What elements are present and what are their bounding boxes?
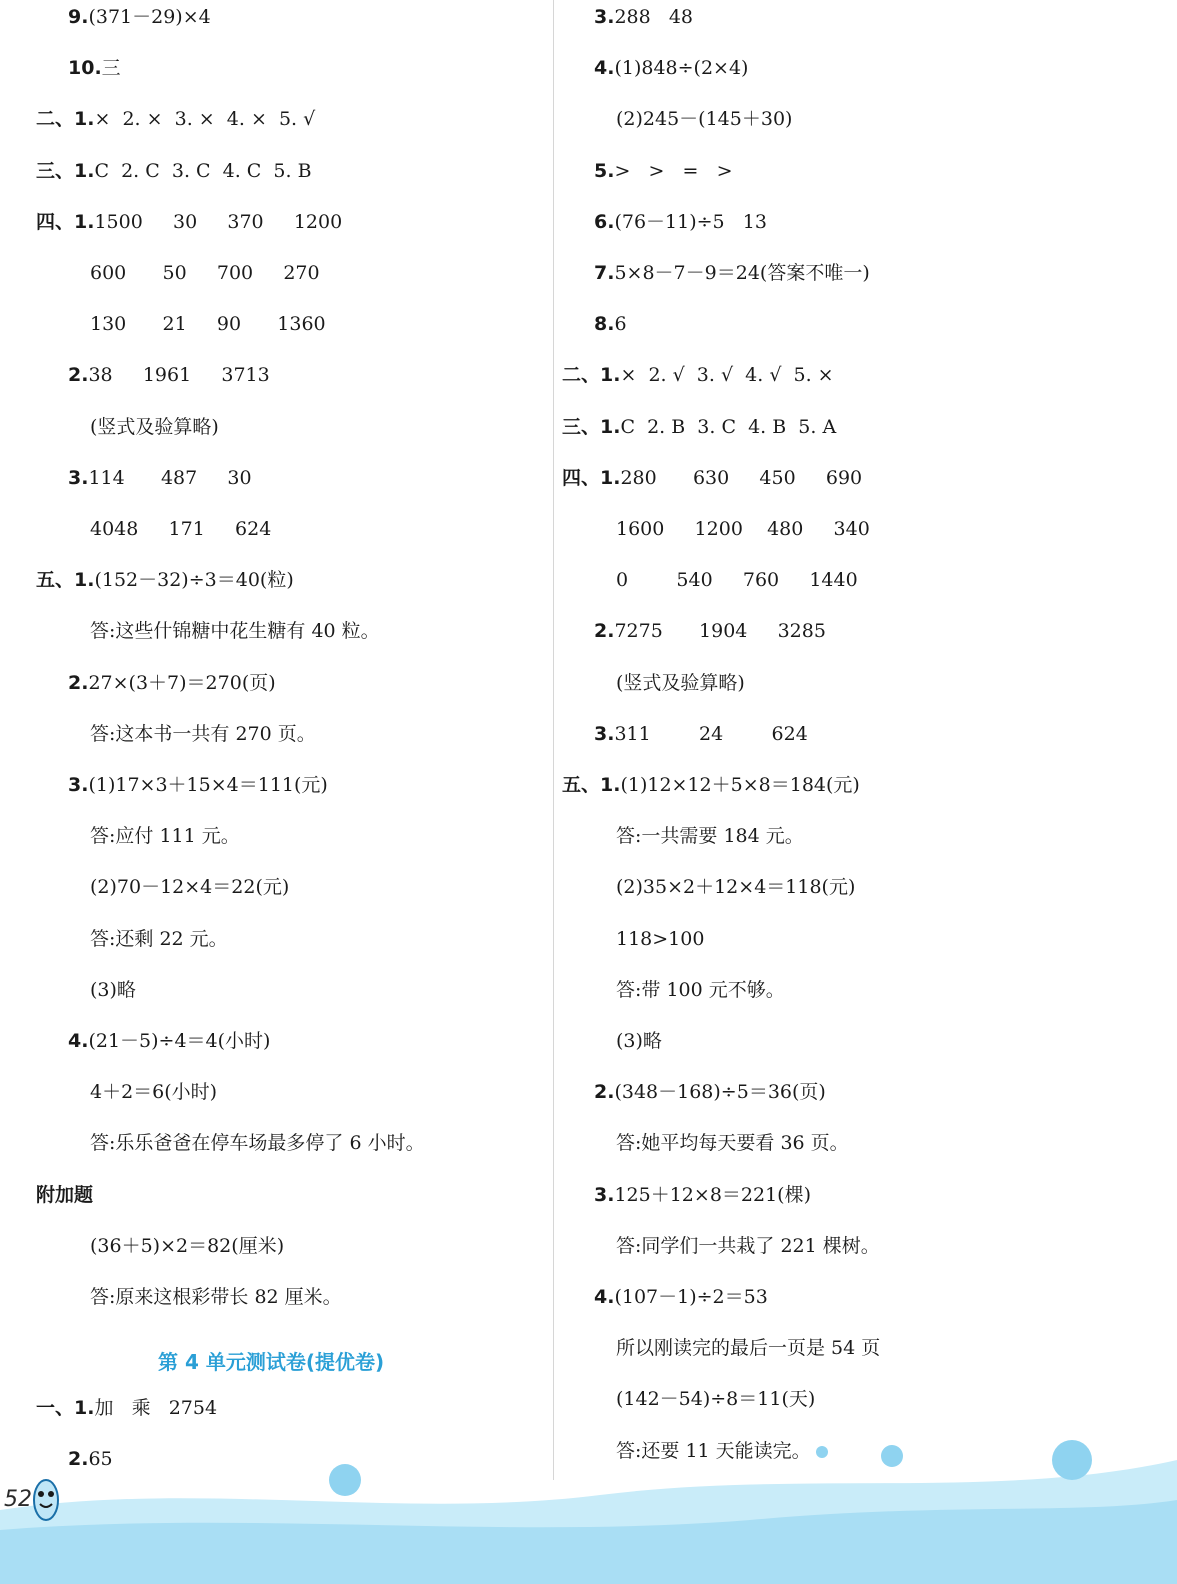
answer-text: 5×8－7－9＝24(答案不唯一) [614, 262, 870, 284]
answer-line [594, 1080, 826, 1104]
answer-line [68, 363, 270, 387]
answer-text: 答:她平均每天要看 36 页。 [616, 1132, 849, 1155]
answer-text: 1500 30 370 1200 [94, 210, 343, 233]
question-number: 2. [68, 364, 89, 387]
answer-line [594, 210, 767, 234]
answer-line [36, 1183, 93, 1207]
answer-line [90, 415, 219, 439]
answer-line [594, 261, 870, 285]
question-number: 一、1. [36, 1397, 95, 1419]
answer-text: 答:应付 111 元。 [90, 825, 240, 848]
answer-text: 1600 1200 480 340 [616, 518, 870, 540]
question-number: 五、1. [562, 774, 621, 796]
answer-line [594, 159, 733, 183]
answer-text: 0 540 760 1440 [616, 569, 858, 592]
answer-text: 125＋12×8＝221(棵) [614, 1183, 811, 1206]
answer-text: (36＋5)×2＝82(厘米) [90, 1234, 285, 1257]
answer-text: (21－5)÷4＝4(小时) [88, 1030, 271, 1052]
question-number: 6. [594, 210, 615, 233]
answer-line [562, 773, 860, 797]
page-number: 52 [4, 1487, 32, 1512]
answer-text: (142－54)÷8＝11(天) [616, 1388, 816, 1411]
question-number: 4. [68, 1030, 89, 1052]
answer-line [562, 363, 834, 387]
answer-line [616, 1336, 880, 1360]
answer-line [36, 107, 315, 131]
answer-line [616, 1131, 849, 1155]
answer-text: 4＋2＝6(小时) [90, 1081, 218, 1104]
section-title: 第 4 单元测试卷(提优卷) [158, 1350, 385, 1374]
answer-line [90, 312, 326, 336]
question-number: 4. [594, 57, 615, 80]
question-number: 3. [68, 774, 89, 796]
question-number: 二、1. [562, 364, 621, 387]
answer-text: 答:带 100 元不够。 [616, 978, 785, 1001]
answer-text: 所以刚读完的最后一页是 54 页 [616, 1337, 881, 1360]
answer-text: 加 乘 2754 [94, 1397, 218, 1419]
answer-text: 7275 1904 3285 [614, 620, 826, 643]
question-number: 4. [594, 1286, 615, 1308]
answer-line [616, 824, 804, 848]
answer-text: C 2. B 3. C 4. B 5. A [620, 415, 837, 438]
answer-text: 答:一共需要 184 元。 [616, 825, 804, 848]
answer-text: (1)848÷(2×4) [614, 57, 749, 80]
answer-line [616, 978, 785, 1002]
answer-text: (371－29)×4 [88, 6, 211, 28]
answer-text: × 2. × 3. × 4. × 5. √ [94, 108, 316, 131]
column-divider [553, 0, 554, 1480]
answer-text: 答:乐乐爸爸在停车场最多停了 6 小时。 [90, 1132, 425, 1155]
answer-line [562, 466, 862, 490]
answer-line [616, 107, 792, 131]
answer-text: (2)245－(145＋30) [616, 108, 793, 131]
answer-line [616, 1234, 880, 1258]
answer-line [68, 466, 252, 490]
answer-line [616, 875, 855, 899]
answer-text: 答:原来这根彩带长 82 厘米。 [90, 1286, 342, 1308]
question-number: 四、1. [562, 466, 621, 489]
question-number: 五、1. [36, 569, 95, 592]
answer-line [68, 1029, 270, 1053]
answer-text: (1)12×12＋5×8＝184(元) [620, 774, 860, 796]
answer-text: (107－1)÷2＝53 [614, 1286, 768, 1308]
answer-line [616, 517, 870, 541]
question-number: 二、1. [36, 108, 95, 131]
question-number: 9. [68, 6, 89, 28]
answer-text: (1)17×3＋15×4＝111(元) [88, 774, 328, 796]
answer-text: (3)略 [90, 978, 136, 1001]
answer-line [616, 927, 704, 951]
question-number: 2. [594, 1081, 615, 1104]
answer-text: > > = > [614, 159, 733, 182]
answer-text: (3)略 [616, 1030, 662, 1052]
answer-text: 130 21 90 1360 [90, 313, 326, 336]
answer-text: 288 48 [614, 6, 694, 28]
answer-text: 311 24 624 [614, 722, 808, 745]
question-number: 10. [68, 57, 102, 80]
question-number: 3. [594, 722, 615, 745]
answer-line [68, 5, 211, 29]
answer-line [594, 312, 627, 336]
answer-line [594, 619, 826, 643]
answer-line [616, 1387, 815, 1411]
question-number: 附加题 [36, 1183, 94, 1206]
answer-line [90, 1234, 284, 1258]
answer-line [36, 568, 294, 592]
question-number: 2. [68, 671, 89, 694]
answer-text: 4048 171 624 [90, 518, 272, 540]
answer-line [616, 671, 745, 695]
question-number: 3. [594, 1183, 615, 1206]
answer-text: (152－32)÷3＝40(粒) [94, 569, 294, 592]
question-number: 2. [68, 1448, 89, 1471]
answer-text: (76－11)÷5 13 [614, 210, 767, 233]
answer-text: 118>100 [616, 927, 705, 950]
question-number: 3. [68, 466, 89, 489]
answer-text: (2)70－12×4＝22(元) [90, 876, 290, 899]
answer-text: 600 50 700 270 [90, 262, 320, 284]
answer-text: 6 [614, 313, 627, 336]
question-number: 2. [594, 620, 615, 643]
question-number: 7. [594, 262, 615, 284]
answer-text: 280 630 450 690 [620, 466, 863, 489]
answer-line [616, 568, 858, 592]
answer-line [90, 517, 271, 541]
answer-line [90, 619, 380, 643]
answer-line [68, 671, 276, 695]
answer-text: 答:还剩 22 元。 [90, 927, 228, 950]
answer-line [68, 773, 328, 797]
answer-line [594, 1285, 768, 1309]
answer-text: (2)35×2＋12×4＝118(元) [616, 876, 856, 899]
answer-line [90, 1080, 217, 1104]
answer-text: 答:同学们一共栽了 221 棵树。 [616, 1234, 880, 1257]
answer-line [90, 978, 136, 1002]
answer-text: 38 1961 3713 [88, 364, 270, 387]
answer-text: 27×(3＋7)＝270(页) [88, 671, 276, 694]
answer-line [90, 261, 320, 285]
answer-text: C 2. C 3. C 4. C 5. B [94, 159, 312, 182]
answer-text: × 2. √ 3. √ 4. √ 5. × [620, 364, 834, 387]
answer-text: (竖式及验算略) [90, 415, 219, 438]
answer-line [594, 5, 693, 29]
answer-text: 65 [88, 1448, 113, 1471]
answer-line [616, 1029, 662, 1053]
answer-text: 114 487 30 [88, 466, 252, 489]
answer-line [68, 56, 121, 80]
answer-text: 答:还要 11 天能读完。 [616, 1439, 811, 1462]
answer-line [594, 722, 808, 746]
question-number: 3. [594, 6, 615, 28]
question-number: 三、1. [562, 415, 621, 438]
answer-line [36, 159, 312, 183]
answer-line [36, 1396, 217, 1420]
answer-text: 答:这些什锦糖中花生糖有 40 粒。 [90, 620, 380, 643]
question-number: 三、1. [36, 159, 95, 182]
answer-text: (竖式及验算略) [616, 671, 745, 694]
answer-line [36, 210, 342, 234]
question-number: 8. [594, 313, 615, 336]
answer-line [594, 1183, 811, 1207]
answer-line [90, 1285, 342, 1309]
question-number: 5. [594, 159, 615, 182]
answer-line [90, 824, 240, 848]
answer-text: (348－168)÷5＝36(页) [614, 1081, 826, 1104]
footer-wave-decoration [0, 1440, 1177, 1584]
answer-line [90, 875, 289, 899]
answer-line [562, 415, 836, 439]
answer-text: 答:这本书一共有 270 页。 [90, 722, 316, 745]
answer-line [594, 56, 748, 80]
answer-line [90, 1131, 425, 1155]
answer-line [90, 722, 316, 746]
answer-text: 三 [101, 57, 121, 80]
question-number: 四、1. [36, 210, 95, 233]
answer-line [90, 927, 228, 951]
